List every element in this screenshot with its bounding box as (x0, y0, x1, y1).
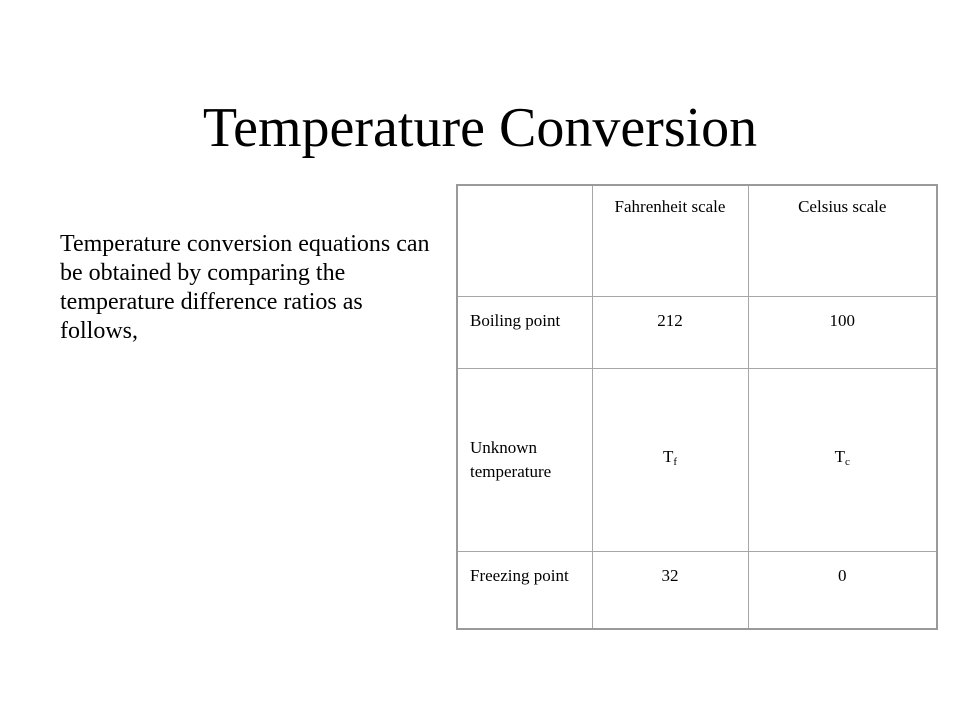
conversion-table (456, 184, 938, 630)
header-fahrenheit: Fahrenheit scale (592, 185, 748, 296)
body-text: Temperature conversion equations can be obtained by comparing the temperature difference ratios as follows, (60, 231, 430, 344)
slide-title: Temperature Conversion (202, 97, 758, 159)
symbol-tf-subscript: f (673, 456, 678, 468)
cell-boiling-fahrenheit: 212 (592, 296, 748, 368)
table-row (457, 368, 937, 551)
row-label-boiling: Boiling point (457, 296, 592, 368)
symbol-tc-subscript: c (845, 456, 850, 468)
symbol-tf-base: T (662, 447, 674, 466)
table-row (457, 551, 937, 629)
header-celsius: Celsius scale (748, 185, 937, 296)
symbol-tc (835, 447, 850, 466)
symbol-tf (663, 447, 677, 466)
cell-freezing-fahrenheit: 32 (592, 551, 748, 629)
row-label-unknown: Unknown temperature (457, 368, 592, 551)
symbol-tc-base: T (834, 447, 845, 466)
table-corner-cell (457, 185, 592, 296)
row-label-freezing: Freezing point (457, 551, 592, 629)
cell-unknown-celsius (748, 368, 937, 551)
table-header-row (457, 185, 937, 296)
cell-freezing-celsius: 0 (748, 551, 937, 629)
cell-boiling-celsius: 100 (748, 296, 937, 368)
table-row (457, 296, 937, 368)
cell-unknown-fahrenheit (592, 368, 748, 551)
